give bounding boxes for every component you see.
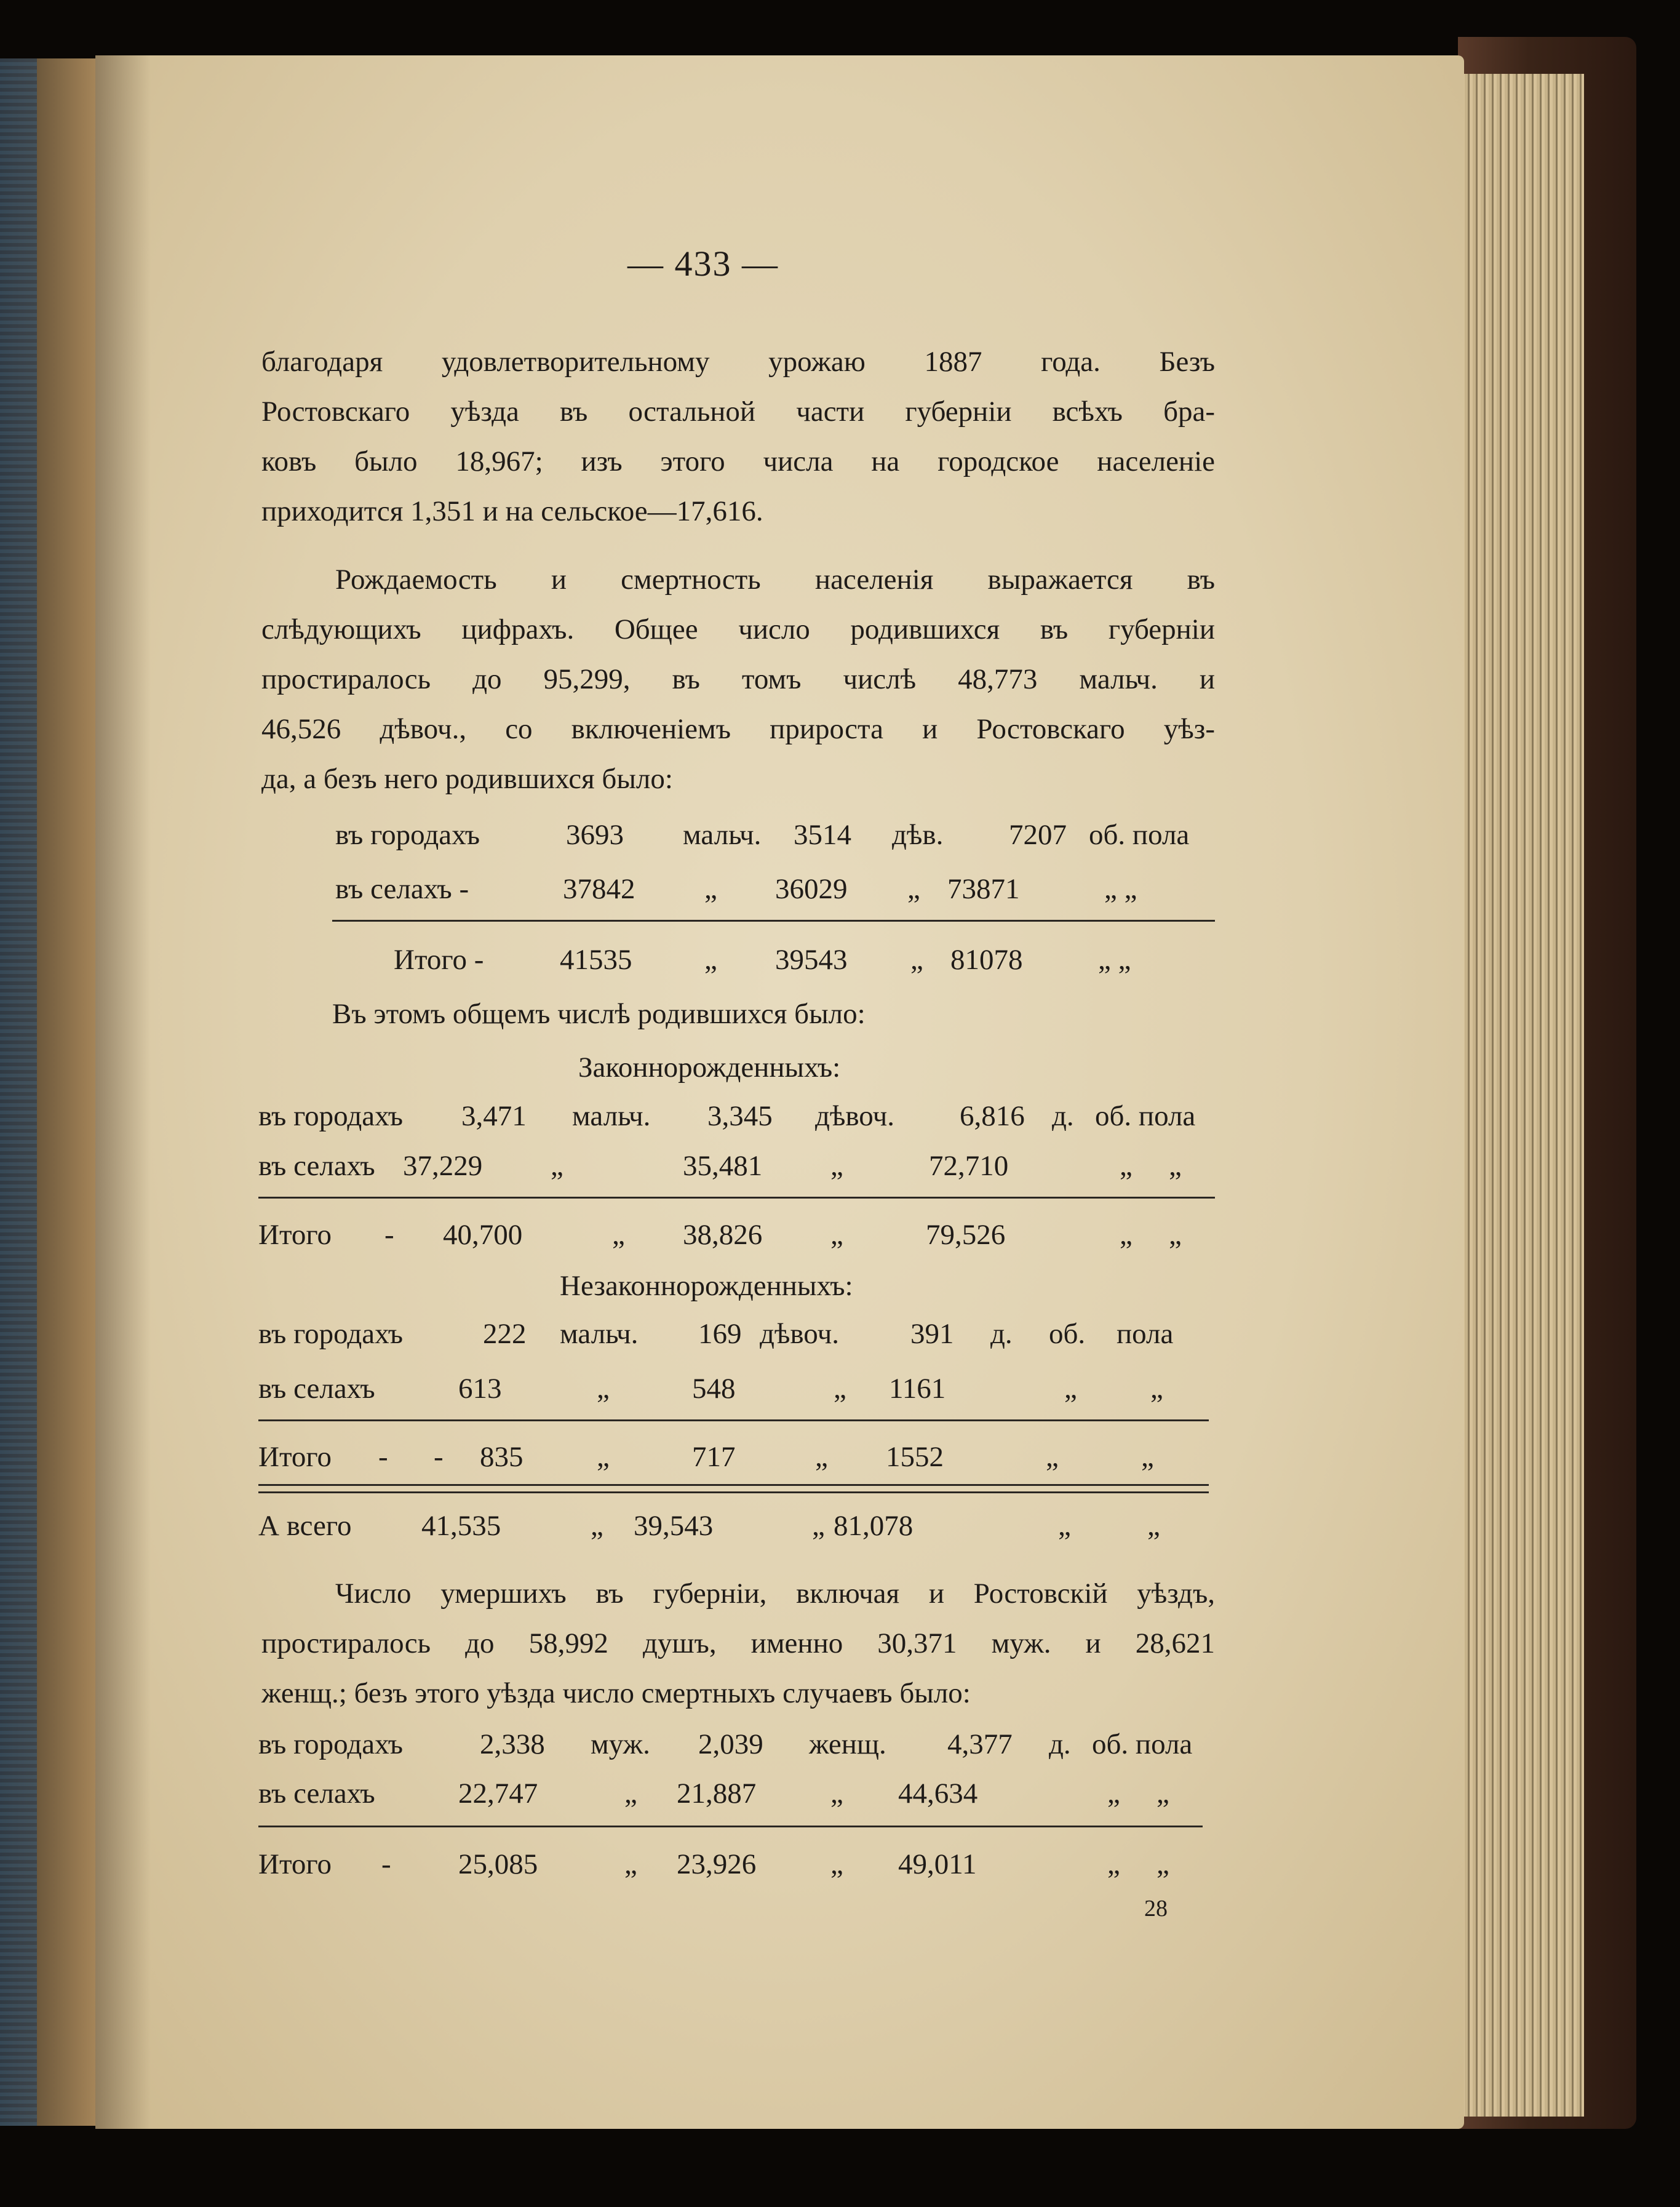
cell: дѣвоч. [760,1318,839,1350]
cell: об. [1049,1318,1086,1350]
text-line: простиралось до 95,299, въ томъ числѣ 48,773 мальч. и [261,663,1215,695]
cell: 717 [692,1441,736,1473]
cell: „ [1107,1848,1120,1880]
cell: 391 [910,1318,954,1350]
cell: „ [830,1848,843,1880]
cell: 2,039 [698,1728,763,1760]
births-paragraph [261,555,1215,804]
cell: „ [624,1778,637,1810]
cell: Итого - [394,944,484,976]
cell: „ [907,873,920,905]
cell: 72,710 [929,1150,1009,1182]
cell: мальч. [560,1318,639,1350]
cell: „ [597,1441,610,1473]
binding-cloth [0,58,37,2126]
cell: 35,481 [683,1150,763,1182]
cell: 41535 [560,944,632,976]
cell: „ [1156,1848,1169,1880]
cell: „ [551,1150,563,1182]
cell: 21,887 [677,1778,757,1810]
cell: 39,543 [634,1510,714,1542]
cell: „ [704,873,717,905]
cell: д. [1049,1728,1071,1760]
cell: 4,377 [947,1728,1013,1760]
page-gutter-shadow [95,55,151,2129]
cell: дѣвоч. [815,1100,894,1132]
cell: женщ. [809,1728,886,1760]
illegit-heading: Незаконнорожденныхъ: [560,1270,853,1302]
cell: „ [1141,1441,1154,1473]
text-line: ковъ было 18,967; изъ этого числа на городское населеніе [261,445,1215,477]
deaths-row-towns [258,1723,1215,1766]
text-line: женщ.; безъ этого уѣзда число смертныхъ случаевъ было: [261,1677,971,1709]
births-row-towns [335,813,1215,856]
page-number: — 433 — [627,244,779,284]
cell: 1161 [889,1373,946,1405]
cell: д. [1052,1100,1074,1132]
cell: 73871 [947,873,1020,905]
table-rule [258,1197,1215,1199]
cell: „ [1169,1150,1182,1182]
cell: 41,535 [421,1510,501,1542]
table-double-rule [258,1484,1209,1493]
cell: „ [830,1150,843,1182]
cell: об. пола [1089,819,1190,851]
cell: „ [624,1848,637,1880]
text-line: приходится 1,351 и на сельское—17,616. [261,495,763,527]
legit-row-villages [258,1144,1215,1187]
births-row-villages [335,868,1215,911]
cell: „ [830,1219,843,1251]
cell: „ [1046,1441,1059,1473]
cell: въ селахъ [258,1373,375,1405]
cell: 222 [483,1318,527,1350]
signature-mark: 28 [1144,1896,1168,1922]
legit-heading: Законнорожденныхъ: [578,1052,841,1084]
text-line: слѣдующихъ цифрахъ. Общее число родившихся въ губерніи [261,613,1215,645]
cell: 3514 [794,819,851,851]
cell: Итого [258,1441,332,1473]
cell: въ городахъ [258,1318,404,1350]
cell: д. [990,1318,1013,1350]
cell: 37842 [563,873,635,905]
cell: „ [815,1441,828,1473]
text-line: благодаря удовлетворительному урожаю 1887 года. Безъ [261,346,1215,378]
cell: 39543 [775,944,848,976]
cell: „ „ [1104,873,1137,905]
deaths-paragraph [261,1569,1215,1718]
cell: об. пола [1092,1728,1193,1760]
cell: „ [812,1510,825,1542]
cell: „ [612,1219,625,1251]
cell: 23,926 [677,1848,757,1880]
text-line: Ростовскаго уѣзда въ остальной части губерніи всѣхъ бра- [261,396,1215,428]
cell: „ [1120,1150,1133,1182]
cell: 37,229 [403,1150,483,1182]
table-rule [332,920,1215,922]
text-line: да, а безъ него родившихся было: [261,763,673,795]
cell: мальч. [572,1100,651,1132]
cell: 40,700 [443,1219,523,1251]
cell: 3,471 [461,1100,527,1132]
cell: въ селахъ [258,1778,375,1810]
cell: 3693 [566,819,624,851]
cell: 169 [698,1318,742,1350]
cell: „ [1058,1510,1071,1542]
legit-row-towns [258,1095,1215,1138]
deaths-row-total [258,1843,1215,1886]
births-row-total [394,938,1215,981]
cell: 49,011 [898,1848,977,1880]
cell: „ [1120,1219,1133,1251]
cell: „ [1156,1778,1169,1810]
cell: 36029 [775,873,848,905]
cell: „ [830,1778,843,1810]
cell: - [378,1441,388,1473]
page-stack-edges [1449,74,1584,2117]
cell: „ [1169,1219,1182,1251]
cell: 38,826 [683,1219,763,1251]
cell: „ [910,944,923,976]
in-total-line: Въ этомъ общемъ числѣ родившихся было: [332,998,866,1030]
illegit-row-villages [258,1367,1215,1410]
cell: въ городахъ [335,819,480,851]
grand-total-row [258,1504,1215,1547]
cell: въ селахъ [258,1150,375,1182]
cell: въ селахъ - [335,873,469,905]
cell: 79,526 [926,1219,1006,1251]
cell: 81078 [950,944,1023,976]
cell: „ [1147,1510,1160,1542]
cell: „ „ [1098,944,1131,976]
cell: 44,634 [898,1778,978,1810]
cell: 1552 [886,1441,944,1473]
cell: об. пола [1095,1100,1196,1132]
cell: 2,338 [480,1728,545,1760]
text-line: простиралось до 58,992 душъ, именно 30,371 муж. и 28,621 [261,1627,1215,1659]
table-rule [258,1826,1203,1827]
text-line: Число умершихъ въ губерніи, включая и Ростовскій уѣздъ, [335,1578,1215,1610]
cell: 7207 [1009,819,1067,851]
cell: „ [704,944,717,976]
cell: мальч. [683,819,762,851]
cell: - [434,1441,444,1473]
cell: въ городахъ [258,1728,404,1760]
cell: „ [834,1373,846,1405]
cell: 548 [692,1373,736,1405]
cell: въ городахъ [258,1100,404,1132]
cell: А всего [258,1510,352,1542]
intro-paragraph [261,337,1215,537]
cell: 613 [458,1373,502,1405]
cell: пола [1117,1318,1174,1350]
cell: „ [591,1510,603,1542]
illegit-row-towns [258,1312,1215,1355]
cell: „ [1064,1373,1077,1405]
cell: 835 [480,1441,524,1473]
cell: 6,816 [960,1100,1025,1132]
cell: дѣв. [892,819,944,851]
cell: Итого [258,1219,332,1251]
illegit-row-total [258,1435,1215,1479]
cell: 25,085 [458,1848,538,1880]
cell: 81,078 [834,1510,914,1542]
text-line: 46,526 дѣвоч., со включеніемъ прироста и Ростовскаго уѣз- [261,713,1215,745]
cell: 3,345 [707,1100,773,1132]
cell: муж. [591,1728,650,1760]
cell: - [384,1219,394,1251]
cell: „ [1150,1373,1163,1405]
table-rule [258,1419,1209,1421]
deaths-row-villages [258,1772,1215,1815]
cell: Итого [258,1848,332,1880]
cell: „ [1107,1778,1120,1810]
legit-row-total [258,1213,1215,1256]
text-line: Рождаемость и смертность населенія выражается въ [335,564,1215,596]
cell: 22,747 [458,1778,538,1810]
cell: „ [597,1373,610,1405]
cell: - [381,1848,391,1880]
